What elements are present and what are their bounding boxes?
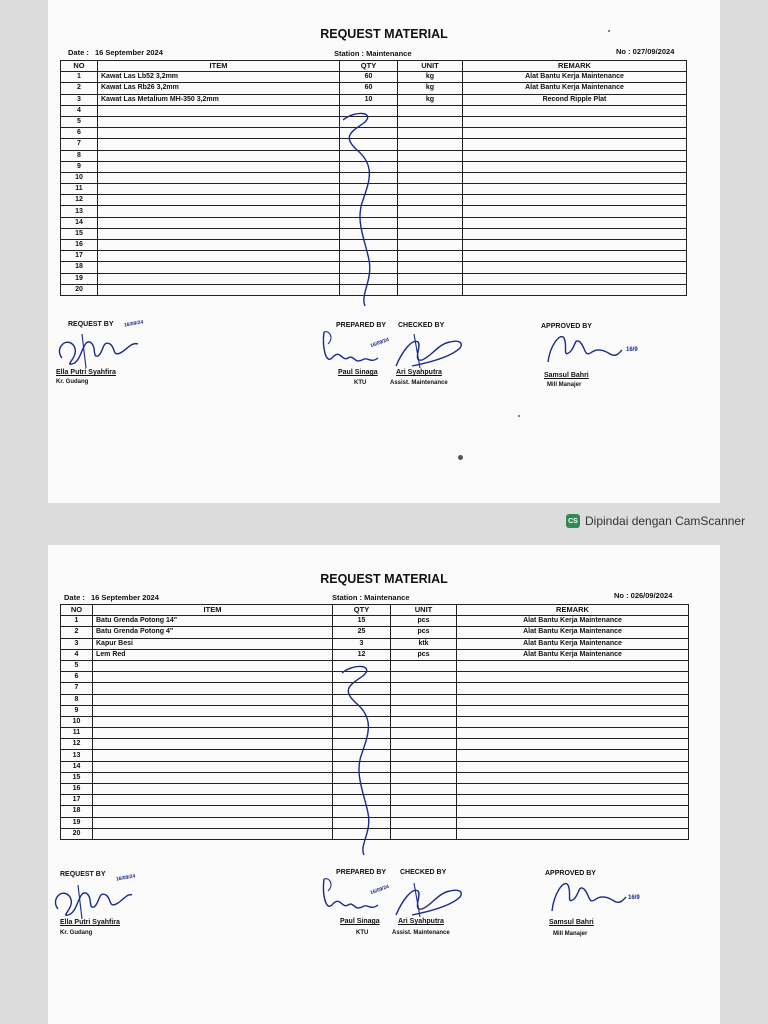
row-no: 15 (61, 772, 93, 783)
row-unit (398, 105, 463, 116)
row-unit (391, 806, 457, 817)
row-no: 18 (61, 262, 98, 273)
row-remark (463, 195, 687, 206)
approved-handwritten-date: 16/9 (626, 347, 638, 353)
row-no: 1 (61, 72, 98, 83)
row-remark: Alat Bantu Kerja Maintenance (463, 72, 687, 83)
row-no: 8 (61, 150, 98, 161)
row-qty: 60 (340, 72, 398, 83)
row-unit (398, 217, 463, 228)
row-unit: pcs (391, 616, 457, 627)
checked-name: Ari Syahputra (398, 918, 444, 925)
date-value: 16 September 2024 (94, 48, 163, 57)
scan-speck (458, 455, 463, 460)
row-no: 20 (61, 284, 98, 295)
row-no: 18 (61, 806, 93, 817)
row-no: 12 (61, 739, 93, 750)
row-remark (463, 228, 687, 239)
row-no: 13 (61, 206, 98, 217)
scan-speck (608, 30, 610, 32)
row-no: 1 (61, 616, 93, 627)
approved-handwritten-date: 16/9 (628, 895, 640, 901)
approved-role: Mill Manajer (547, 382, 582, 388)
row-no: 11 (61, 184, 98, 195)
table-row (61, 94, 687, 105)
date-value: 16 September 2024 (90, 593, 159, 602)
row-remark (463, 161, 687, 172)
row-remark (463, 284, 687, 295)
row-qty: 3 (333, 638, 391, 649)
row-item (98, 161, 340, 172)
row-unit: kg (398, 72, 463, 83)
row-no: 6 (61, 128, 98, 139)
request-role: Kr. Gudang (60, 930, 93, 936)
row-qty: 25 (333, 627, 391, 638)
row-item (98, 262, 340, 273)
table-header-row (61, 605, 689, 616)
row-remark (457, 750, 689, 761)
row-remark (457, 694, 689, 705)
date-label: Date : (64, 593, 85, 602)
request-handwritten-date: 16/09/24 (115, 873, 136, 883)
approved-name: Samsul Bahri (549, 919, 594, 926)
form-title: REQUEST MATERIAL (320, 572, 448, 586)
request-name: Ella Putri Syahfira (56, 369, 116, 376)
row-remark: Recond Ripple Plat (463, 94, 687, 105)
row-unit (398, 228, 463, 239)
row-no: 20 (61, 828, 93, 839)
row-item (98, 251, 340, 262)
approved-signature-icon (548, 875, 628, 917)
row-item (98, 150, 340, 161)
row-unit (391, 828, 457, 839)
row-no: 16 (61, 784, 93, 795)
row-item (98, 128, 340, 139)
row-remark (457, 672, 689, 683)
checked-role: Assist. Maintenance (392, 930, 450, 936)
row-no: 19 (61, 817, 93, 828)
row-unit (391, 761, 457, 772)
row-item (98, 273, 340, 284)
date-line (64, 593, 159, 602)
row-unit (398, 184, 463, 195)
row-no: 9 (61, 705, 93, 716)
form-number: No : 027/09/2024 (616, 47, 675, 56)
row-item: Lem Red (93, 649, 333, 660)
table-row (61, 72, 687, 83)
checked-signature-icon (392, 881, 470, 921)
row-unit (398, 273, 463, 284)
row-remark (463, 262, 687, 273)
row-no: 5 (61, 116, 98, 127)
row-item (93, 683, 333, 694)
row-item (98, 184, 340, 195)
row-remark (457, 795, 689, 806)
row-remark: Alat Bantu Kerja Maintenance (457, 616, 689, 627)
row-item (98, 139, 340, 150)
row-no: 4 (61, 105, 98, 116)
row-remark (457, 772, 689, 783)
col-no: NO (61, 605, 93, 616)
row-unit (398, 116, 463, 127)
row-unit (398, 128, 463, 139)
row-unit (391, 705, 457, 716)
row-no: 3 (61, 94, 98, 105)
prepared-signature-icon (318, 328, 398, 372)
prepared-by-label: PREPARED BY (336, 322, 387, 329)
request-signature-icon (52, 328, 142, 372)
row-no: 2 (61, 83, 98, 94)
approved-by-label: APPROVED BY (541, 323, 592, 330)
row-unit (391, 750, 457, 761)
row-item (93, 750, 333, 761)
request-handwritten-date: 16/09/24 (123, 319, 144, 329)
row-no: 11 (61, 728, 93, 739)
request-form-027 (48, 0, 720, 503)
form-title: REQUEST MATERIAL (320, 27, 448, 41)
row-remark (457, 716, 689, 727)
col-qty: QTY (333, 605, 391, 616)
row-item (98, 217, 340, 228)
row-item (93, 784, 333, 795)
date-line (68, 48, 163, 57)
row-unit (391, 772, 457, 783)
col-qty: QTY (340, 61, 398, 72)
prepared-role: KTU (356, 930, 369, 936)
row-no: 8 (61, 694, 93, 705)
row-item: Batu Grenda Potong 14" (93, 616, 333, 627)
row-item (93, 817, 333, 828)
table-row (61, 83, 687, 94)
row-unit: pcs (391, 649, 457, 660)
row-item (93, 728, 333, 739)
row-no: 10 (61, 172, 98, 183)
row-remark (463, 273, 687, 284)
approved-name: Samsul Bahri (544, 372, 589, 379)
row-no: 13 (61, 750, 93, 761)
request-form-026 (48, 545, 720, 1024)
request-by-label: REQUEST BY (68, 321, 114, 328)
row-remark: Alat Bantu Kerja Maintenance (457, 638, 689, 649)
row-remark (463, 240, 687, 251)
row-remark (457, 728, 689, 739)
row-item: Kawat Las Rb26 3,2mm (98, 83, 340, 94)
row-unit (391, 728, 457, 739)
row-item (93, 806, 333, 817)
row-item (98, 240, 340, 251)
row-item (98, 116, 340, 127)
row-remark (463, 139, 687, 150)
row-no: 17 (61, 795, 93, 806)
row-no: 16 (61, 240, 98, 251)
row-unit (398, 262, 463, 273)
row-unit (391, 795, 457, 806)
row-remark (457, 660, 689, 671)
row-remark: Alat Bantu Kerja Maintenance (463, 83, 687, 94)
scan-speck (518, 415, 520, 417)
row-remark (457, 739, 689, 750)
approved-signature-icon (544, 328, 624, 368)
col-unit: UNIT (391, 605, 457, 616)
row-unit: kg (398, 94, 463, 105)
void-line-mark (335, 110, 385, 310)
row-remark (463, 150, 687, 161)
row-no: 7 (61, 683, 93, 694)
void-line-mark (334, 663, 384, 858)
row-remark (463, 128, 687, 139)
row-unit: pcs (391, 627, 457, 638)
row-remark (457, 828, 689, 839)
row-unit (391, 784, 457, 795)
row-unit (398, 251, 463, 262)
row-unit (391, 716, 457, 727)
row-remark (457, 761, 689, 772)
row-no: 4 (61, 649, 93, 660)
checked-by-label: CHECKED BY (398, 322, 445, 329)
camscanner-badge (566, 513, 745, 529)
row-item (93, 716, 333, 727)
row-unit (398, 284, 463, 295)
row-no: 6 (61, 672, 93, 683)
approved-by-label: APPROVED BY (545, 870, 596, 877)
checked-name: Ari Syahputra (396, 369, 442, 376)
col-no: NO (61, 61, 98, 72)
row-unit: ktk (391, 638, 457, 649)
row-unit (391, 817, 457, 828)
row-remark (457, 817, 689, 828)
row-item (98, 206, 340, 217)
table-row (61, 616, 689, 627)
prepared-signature-icon (318, 875, 398, 919)
row-unit (398, 139, 463, 150)
form-number: No : 026/09/2024 (614, 591, 673, 600)
row-item (93, 739, 333, 750)
row-qty: 15 (333, 616, 391, 627)
col-remark: REMARK (457, 605, 689, 616)
row-item (93, 795, 333, 806)
row-unit (391, 694, 457, 705)
request-role: Kr. Gudang (56, 379, 89, 385)
col-item: ITEM (93, 605, 333, 616)
row-no: 14 (61, 217, 98, 228)
row-item (93, 660, 333, 671)
prepared-name: Paul Sinaga (340, 918, 380, 925)
station-label: Station : Maintenance (332, 593, 410, 602)
row-remark: Alat Bantu Kerja Maintenance (457, 627, 689, 638)
prepared-by-label: PREPARED BY (336, 869, 387, 876)
row-unit (391, 683, 457, 694)
row-item (98, 172, 340, 183)
row-remark (463, 251, 687, 262)
row-no: 12 (61, 195, 98, 206)
row-remark: Alat Bantu Kerja Maintenance (457, 649, 689, 660)
row-item (93, 705, 333, 716)
row-item: Kawat Las Lb52 3,2mm (98, 72, 340, 83)
row-remark (457, 683, 689, 694)
row-remark (457, 705, 689, 716)
row-remark (463, 105, 687, 116)
row-unit: kg (398, 83, 463, 94)
camscanner-label: Dipindai dengan CamScanner (585, 514, 746, 528)
row-no: 19 (61, 273, 98, 284)
request-name: Ella Putri Syahfira (60, 919, 120, 926)
row-remark (463, 184, 687, 195)
table-row (61, 649, 689, 660)
checked-by-label: CHECKED BY (400, 869, 447, 876)
row-remark (457, 784, 689, 795)
row-item (93, 772, 333, 783)
row-no: 10 (61, 716, 93, 727)
row-item (98, 228, 340, 239)
row-remark (463, 217, 687, 228)
col-unit: UNIT (398, 61, 463, 72)
row-unit (398, 161, 463, 172)
prepared-role: KTU (354, 380, 367, 386)
row-remark (457, 806, 689, 817)
row-remark (463, 172, 687, 183)
checked-role: Assist. Maintenance (390, 380, 448, 386)
row-unit (391, 660, 457, 671)
row-no: 2 (61, 627, 93, 638)
row-no: 3 (61, 638, 93, 649)
row-item (93, 761, 333, 772)
col-item: ITEM (98, 61, 340, 72)
table-row (61, 638, 689, 649)
prepared-handwritten-date: 16/09/24 (369, 336, 390, 350)
row-item (93, 672, 333, 683)
prepared-handwritten-date: 16/09/24 (369, 883, 390, 897)
date-label: Date : (68, 48, 89, 57)
row-unit (391, 739, 457, 750)
row-qty: 10 (340, 94, 398, 105)
table-header-row (61, 61, 687, 72)
row-item (93, 828, 333, 839)
row-no: 7 (61, 139, 98, 150)
row-item (93, 694, 333, 705)
checked-signature-icon (392, 332, 468, 372)
table-row (61, 627, 689, 638)
row-item (98, 105, 340, 116)
row-unit (398, 150, 463, 161)
row-unit (391, 672, 457, 683)
row-item: Kapur Besi (93, 638, 333, 649)
row-item: Kawat Las Metalium MH-350 3,2mm (98, 94, 340, 105)
camscanner-icon: CS (566, 514, 580, 528)
row-no: 9 (61, 161, 98, 172)
row-item (98, 284, 340, 295)
col-remark: REMARK (463, 61, 687, 72)
row-no: 15 (61, 228, 98, 239)
prepared-name: Paul Sinaga (338, 369, 378, 376)
row-no: 17 (61, 251, 98, 262)
row-no: 5 (61, 660, 93, 671)
row-unit (398, 206, 463, 217)
row-item (98, 195, 340, 206)
row-remark (463, 116, 687, 127)
row-unit (398, 172, 463, 183)
station-label: Station : Maintenance (334, 49, 412, 58)
approved-role: Mill Manajer (553, 931, 588, 937)
request-signature-icon (48, 879, 134, 923)
row-item: Batu Grenda Potong 4" (93, 627, 333, 638)
request-by-label: REQUEST BY (60, 871, 106, 878)
row-qty: 12 (333, 649, 391, 660)
row-unit (398, 195, 463, 206)
row-unit (398, 240, 463, 251)
row-remark (463, 206, 687, 217)
row-qty: 60 (340, 83, 398, 94)
row-no: 14 (61, 761, 93, 772)
